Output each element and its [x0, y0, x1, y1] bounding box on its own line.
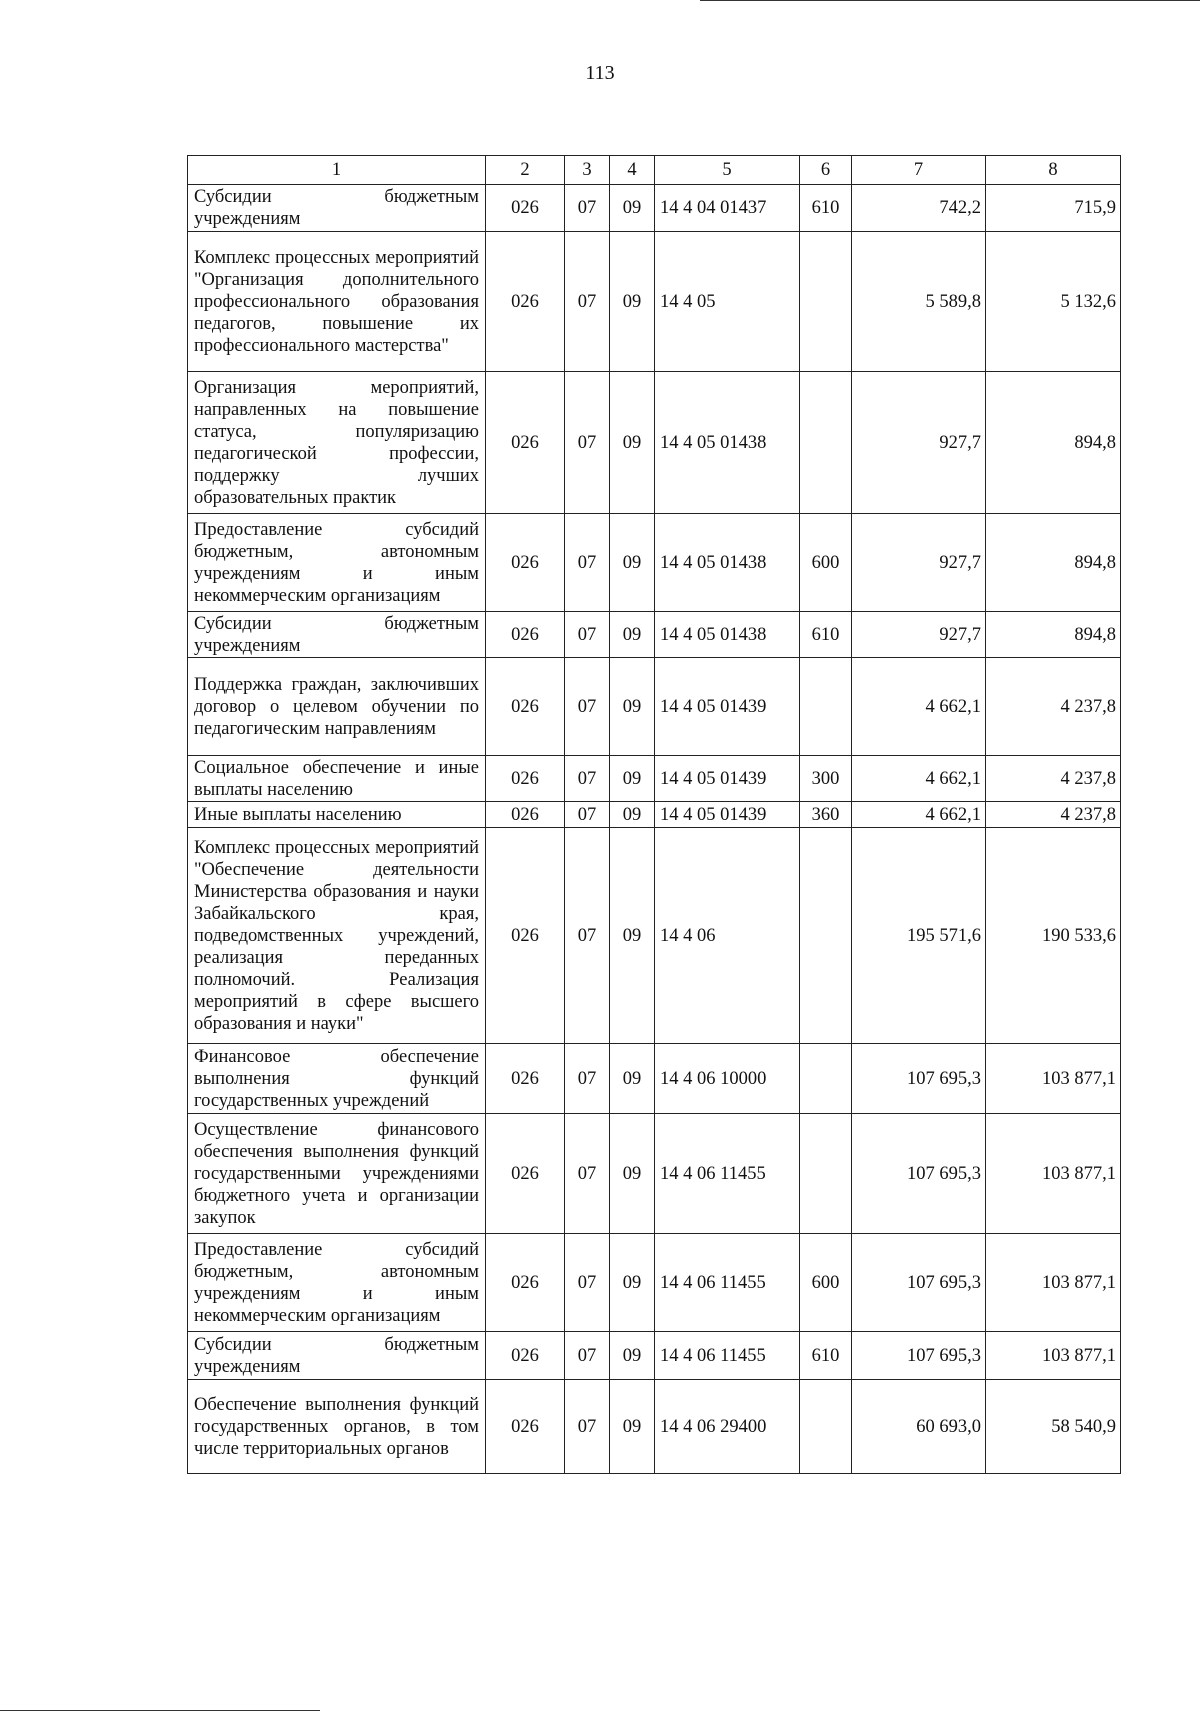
- subsection-code-cell: 09: [610, 1380, 655, 1474]
- amount-col8-cell: 715,9: [986, 185, 1121, 232]
- subsection-code-cell: 09: [610, 1114, 655, 1234]
- table-row: [188, 1332, 1121, 1380]
- section-code-cell: 07: [565, 1114, 610, 1234]
- target-article-cell: 14 4 06: [655, 828, 800, 1044]
- ministry-code-cell: 026: [486, 185, 565, 232]
- table-row: [188, 828, 1121, 1044]
- row-name-cell: Иные выплаты населению: [188, 802, 486, 828]
- target-article-cell: 14 4 05 01438: [655, 612, 800, 658]
- row-name-cell: Организация мероприятий, направленных на повышение статуса, популяризацию педагогической профессии, поддержку лучших образовательных практик: [188, 372, 486, 514]
- amount-col8-cell: 103 877,1: [986, 1114, 1121, 1234]
- row-name-cell: Субсидии бюджетным учреждениям: [188, 185, 486, 232]
- amount-col8-cell: 103 877,1: [986, 1234, 1121, 1332]
- row-name-cell: Социальное обеспечение и иные выплаты населению: [188, 756, 486, 802]
- subsection-code-cell: 09: [610, 612, 655, 658]
- target-article-cell: 14 4 05 01438: [655, 372, 800, 514]
- table-row: [188, 514, 1121, 612]
- section-code-cell: 07: [565, 612, 610, 658]
- row-name-cell: Поддержка граждан, заключивших договор о целевом обучении по педагогическим направлениям: [188, 658, 486, 756]
- top-scan-edge: [700, 0, 1200, 1]
- target-article-cell: 14 4 06 10000: [655, 1044, 800, 1114]
- ministry-code-cell: 026: [486, 1234, 565, 1332]
- row-name-cell: Субсидии бюджетным учреждениям: [188, 612, 486, 658]
- column-header-3: 3: [565, 156, 610, 185]
- expense-type-cell: [800, 232, 852, 372]
- expense-type-cell: [800, 658, 852, 756]
- amount-col7-cell: 107 695,3: [852, 1044, 986, 1114]
- target-article-cell: 14 4 05 01439: [655, 756, 800, 802]
- subsection-code-cell: 09: [610, 658, 655, 756]
- row-name-cell: Осуществление финансового обеспечения выполнения функций государственными учреждениями бюджетного учета и организации закупок: [188, 1114, 486, 1234]
- budget-table: [187, 155, 1121, 1474]
- expense-type-cell: 360: [800, 802, 852, 828]
- section-code-cell: 07: [565, 1234, 610, 1332]
- section-code-cell: 07: [565, 185, 610, 232]
- amount-col7-cell: 107 695,3: [852, 1234, 986, 1332]
- expense-type-cell: [800, 1114, 852, 1234]
- ministry-code-cell: 026: [486, 514, 565, 612]
- column-header-5: 5: [655, 156, 800, 185]
- section-code-cell: 07: [565, 828, 610, 1044]
- amount-col8-cell: 5 132,6: [986, 232, 1121, 372]
- target-article-cell: 14 4 05 01438: [655, 514, 800, 612]
- subsection-code-cell: 09: [610, 1332, 655, 1380]
- column-header-4: 4: [610, 156, 655, 185]
- amount-col8-cell: 894,8: [986, 514, 1121, 612]
- row-name-cell: Обеспечение выполнения функций государственных органов, в том числе территориальных органов: [188, 1380, 486, 1474]
- section-code-cell: 07: [565, 658, 610, 756]
- row-name-cell: Предоставление субсидий бюджетным, автономным учреждениям и иным некоммерческим организациям: [188, 514, 486, 612]
- subsection-code-cell: 09: [610, 1234, 655, 1332]
- amount-col7-cell: 195 571,6: [852, 828, 986, 1044]
- expense-type-cell: 600: [800, 514, 852, 612]
- amount-col7-cell: 742,2: [852, 185, 986, 232]
- header-row: [188, 156, 1121, 185]
- table-row: [188, 372, 1121, 514]
- row-name-cell: Комплекс процессных мероприятий "Обеспечение деятельности Министерства образования и науки Забайкальского края, подведомственных учреждений, реализация переданных полномочий. Реализация мероприятий в сфере высшего образования и науки": [188, 828, 486, 1044]
- ministry-code-cell: 026: [486, 828, 565, 1044]
- subsection-code-cell: 09: [610, 1044, 655, 1114]
- amount-col7-cell: 927,7: [852, 372, 986, 514]
- ministry-code-cell: 026: [486, 802, 565, 828]
- target-article-cell: 14 4 05: [655, 232, 800, 372]
- table-row: [188, 756, 1121, 802]
- section-code-cell: 07: [565, 1380, 610, 1474]
- column-header-6: 6: [800, 156, 852, 185]
- target-article-cell: 14 4 06 11455: [655, 1114, 800, 1234]
- row-name-cell: Предоставление субсидий бюджетным, автономным учреждениям и иным некоммерческим организациям: [188, 1234, 486, 1332]
- section-code-cell: 07: [565, 1332, 610, 1380]
- subsection-code-cell: 09: [610, 372, 655, 514]
- column-header-2: 2: [486, 156, 565, 185]
- table-row: [188, 658, 1121, 756]
- amount-col7-cell: 4 662,1: [852, 802, 986, 828]
- section-code-cell: 07: [565, 1044, 610, 1114]
- section-code-cell: 07: [565, 756, 610, 802]
- column-header-7: 7: [852, 156, 986, 185]
- expense-type-cell: 610: [800, 1332, 852, 1380]
- amount-col8-cell: 103 877,1: [986, 1332, 1121, 1380]
- amount-col7-cell: 4 662,1: [852, 756, 986, 802]
- subsection-code-cell: 09: [610, 232, 655, 372]
- amount-col8-cell: 58 540,9: [986, 1380, 1121, 1474]
- expense-type-cell: [800, 1044, 852, 1114]
- expense-type-cell: 300: [800, 756, 852, 802]
- section-code-cell: 07: [565, 514, 610, 612]
- subsection-code-cell: 09: [610, 756, 655, 802]
- table-row: [188, 1234, 1121, 1332]
- ministry-code-cell: 026: [486, 232, 565, 372]
- target-article-cell: 14 4 05 01439: [655, 802, 800, 828]
- ministry-code-cell: 026: [486, 1332, 565, 1380]
- amount-col8-cell: 894,8: [986, 612, 1121, 658]
- ministry-code-cell: 026: [486, 1044, 565, 1114]
- ministry-code-cell: 026: [486, 756, 565, 802]
- ministry-code-cell: 026: [486, 1114, 565, 1234]
- amount-col7-cell: 927,7: [852, 514, 986, 612]
- section-code-cell: 07: [565, 372, 610, 514]
- section-code-cell: 07: [565, 802, 610, 828]
- target-article-cell: 14 4 06 11455: [655, 1332, 800, 1380]
- amount-col8-cell: 4 237,8: [986, 658, 1121, 756]
- table-body: [188, 185, 1121, 1474]
- row-name-cell: Субсидии бюджетным учреждениям: [188, 1332, 486, 1380]
- subsection-code-cell: 09: [610, 828, 655, 1044]
- amount-col7-cell: 4 662,1: [852, 658, 986, 756]
- target-article-cell: 14 4 05 01439: [655, 658, 800, 756]
- expense-type-cell: 600: [800, 1234, 852, 1332]
- table-row: [188, 1380, 1121, 1474]
- table-row: [188, 1044, 1121, 1114]
- target-article-cell: 14 4 06 29400: [655, 1380, 800, 1474]
- expense-type-cell: [800, 372, 852, 514]
- ministry-code-cell: 026: [486, 372, 565, 514]
- row-name-cell: Финансовое обеспечение выполнения функций государственных учреждений: [188, 1044, 486, 1114]
- expense-type-cell: [800, 828, 852, 1044]
- table-row: [188, 232, 1121, 372]
- amount-col7-cell: 927,7: [852, 612, 986, 658]
- ministry-code-cell: 026: [486, 658, 565, 756]
- amount-col7-cell: 60 693,0: [852, 1380, 986, 1474]
- column-header-8: 8: [986, 156, 1121, 185]
- table-row: [188, 612, 1121, 658]
- amount-col8-cell: 4 237,8: [986, 802, 1121, 828]
- amount-col7-cell: 5 589,8: [852, 232, 986, 372]
- subsection-code-cell: 09: [610, 514, 655, 612]
- section-code-cell: 07: [565, 232, 610, 372]
- amount-col7-cell: 107 695,3: [852, 1114, 986, 1234]
- ministry-code-cell: 026: [486, 1380, 565, 1474]
- amount-col8-cell: 4 237,8: [986, 756, 1121, 802]
- table-row: [188, 1114, 1121, 1234]
- amount-col8-cell: 103 877,1: [986, 1044, 1121, 1114]
- table-row: [188, 185, 1121, 232]
- subsection-code-cell: 09: [610, 802, 655, 828]
- target-article-cell: 14 4 04 01437: [655, 185, 800, 232]
- page-number: 113: [585, 62, 615, 84]
- target-article-cell: 14 4 06 11455: [655, 1234, 800, 1332]
- subsection-code-cell: 09: [610, 185, 655, 232]
- amount-col7-cell: 107 695,3: [852, 1332, 986, 1380]
- row-name-cell: Комплекс процессных мероприятий "Организация дополнительного профессионального образования педагогов, повышение их профессионального мастерства": [188, 232, 486, 372]
- amount-col8-cell: 894,8: [986, 372, 1121, 514]
- expense-type-cell: 610: [800, 612, 852, 658]
- column-header-1: 1: [188, 156, 486, 185]
- ministry-code-cell: 026: [486, 612, 565, 658]
- expense-type-cell: [800, 1380, 852, 1474]
- table-row: [188, 802, 1121, 828]
- expense-type-cell: 610: [800, 185, 852, 232]
- amount-col8-cell: 190 533,6: [986, 828, 1121, 1044]
